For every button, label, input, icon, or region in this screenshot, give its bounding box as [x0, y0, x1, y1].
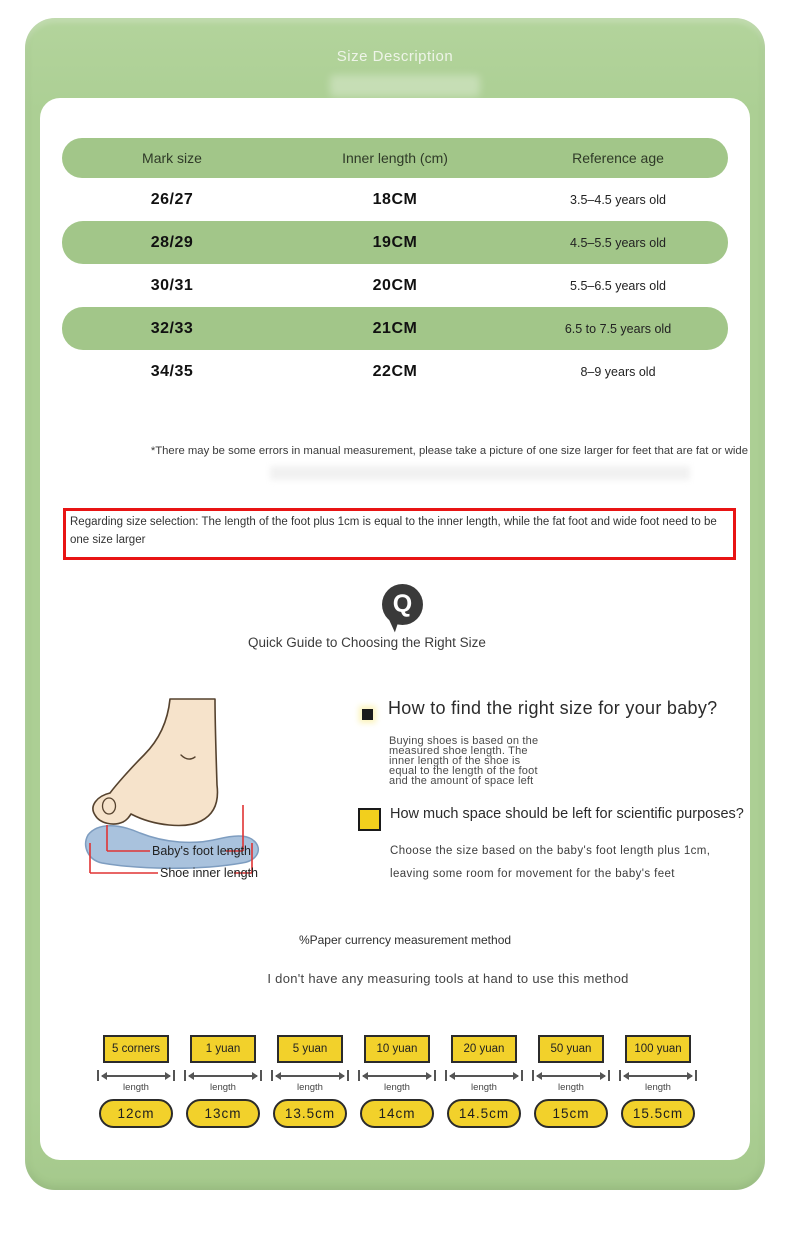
length-arrow-icon	[445, 1070, 523, 1081]
inner-length-value: 18CM	[372, 190, 418, 208]
mark-size-value: 32/33	[150, 319, 194, 337]
mark-size-value: 26/27	[150, 190, 194, 208]
col-reference-age: Reference age	[572, 150, 664, 166]
mark-size-value: 34/35	[150, 362, 194, 380]
reference-age-value: 8–9 years old	[580, 364, 656, 379]
q-bubble-icon	[382, 584, 423, 625]
currency-item	[183, 1035, 263, 1128]
length-caption: length	[210, 1082, 236, 1093]
length-arrow-icon	[532, 1070, 610, 1081]
inner-length-value: 22CM	[372, 362, 418, 380]
foot-length-label: Baby's foot length	[152, 844, 251, 858]
blurred-text-smudge	[270, 466, 690, 480]
length-caption: length	[558, 1082, 584, 1093]
table-row	[62, 221, 728, 264]
section1-body: Buying shoes is based on the measured shoe length. The inner length of the shoe is equal to the length of the foot and the amount of space left	[389, 735, 539, 788]
measurement-error-note: *There may be some errors in manual measurement, please take a picture of one size larger for feet that are fat or wide	[150, 445, 748, 457]
banknote-box: 100 yuan	[625, 1035, 691, 1063]
col-mark-size: Mark size	[142, 150, 202, 166]
length-caption: length	[384, 1082, 410, 1093]
section2-heading: How much space should be left for scientific purposes?	[390, 806, 744, 822]
length-value-pill: 12cm	[99, 1099, 173, 1128]
length-value-pill: 13cm	[186, 1099, 260, 1128]
length-arrow-icon	[619, 1070, 697, 1081]
page-title: Size Description	[336, 48, 454, 65]
banknote-box: 50 yuan	[538, 1035, 604, 1063]
black-square-bullet-icon	[362, 709, 373, 720]
currency-method-title: %Paper currency measurement method	[298, 933, 512, 947]
table-row	[62, 307, 728, 350]
mark-size-value: 28/29	[150, 233, 194, 251]
table-row	[62, 178, 728, 221]
section2-line2: leaving some room for movement for the baby's feet	[390, 868, 675, 880]
length-value-pill: 15.5cm	[621, 1099, 695, 1128]
blurred-text-smudge	[330, 75, 480, 97]
foot-measurement-illustration	[78, 693, 273, 893]
inner-length-value: 19CM	[372, 233, 418, 251]
size-table-header	[62, 138, 728, 178]
length-arrow-icon	[271, 1070, 349, 1081]
length-value-pill: 15cm	[534, 1099, 608, 1128]
banknote-box: 20 yuan	[451, 1035, 517, 1063]
size-selection-highlight: Regarding size selection: The length of the foot plus 1cm is equal to the inner length, while the fat foot and wide foot need to be one size larger	[63, 508, 736, 560]
banknote-box: 5 yuan	[277, 1035, 343, 1063]
currency-method-subtitle: I don't have any measuring tools at hand to use this method	[267, 971, 629, 986]
mark-size-value: 30/31	[150, 276, 194, 294]
length-arrow-icon	[358, 1070, 436, 1081]
q-letter: Q	[392, 590, 413, 618]
section1-heading: How to find the right size for your baby?	[388, 698, 718, 718]
banknote-box: 1 yuan	[190, 1035, 256, 1063]
reference-age-value: 3.5–4.5 years old	[570, 192, 666, 207]
length-arrow-icon	[97, 1070, 175, 1081]
length-caption: length	[123, 1082, 149, 1093]
inner-length-value: 20CM	[372, 276, 418, 294]
content-card	[40, 98, 750, 1160]
reference-age-value: 4.5–5.5 years old	[570, 235, 666, 250]
currency-item	[531, 1035, 611, 1128]
size-table	[62, 138, 728, 393]
size-description-panel	[25, 18, 765, 1190]
banknote-box: 5 corners	[103, 1035, 169, 1063]
toenail	[103, 798, 116, 814]
length-value-pill: 13.5cm	[273, 1099, 347, 1128]
inner-length-label: Shoe inner length	[160, 866, 258, 880]
currency-item	[270, 1035, 350, 1128]
banknote-box: 10 yuan	[364, 1035, 430, 1063]
currency-item	[618, 1035, 698, 1128]
currency-row	[96, 1035, 698, 1128]
length-value-pill: 14.5cm	[447, 1099, 521, 1128]
table-row	[62, 350, 728, 393]
guide-title: Quick Guide to Choosing the Right Size	[248, 635, 486, 650]
currency-item	[357, 1035, 437, 1128]
currency-item	[444, 1035, 524, 1128]
table-row	[62, 264, 728, 307]
yellow-square-bullet-icon	[358, 808, 381, 831]
currency-item	[96, 1035, 176, 1128]
length-value-pill: 14cm	[360, 1099, 434, 1128]
length-caption: length	[645, 1082, 671, 1093]
section2-line1: Choose the size based on the baby's foot length plus 1cm,	[390, 845, 711, 857]
length-caption: length	[471, 1082, 497, 1093]
inner-length-value: 21CM	[372, 319, 418, 337]
length-arrow-icon	[184, 1070, 262, 1081]
col-inner-length: Inner length (cm)	[342, 150, 448, 166]
length-caption: length	[297, 1082, 323, 1093]
reference-age-value: 5.5–6.5 years old	[570, 278, 666, 293]
reference-age-value: 6.5 to 7.5 years old	[564, 321, 672, 336]
